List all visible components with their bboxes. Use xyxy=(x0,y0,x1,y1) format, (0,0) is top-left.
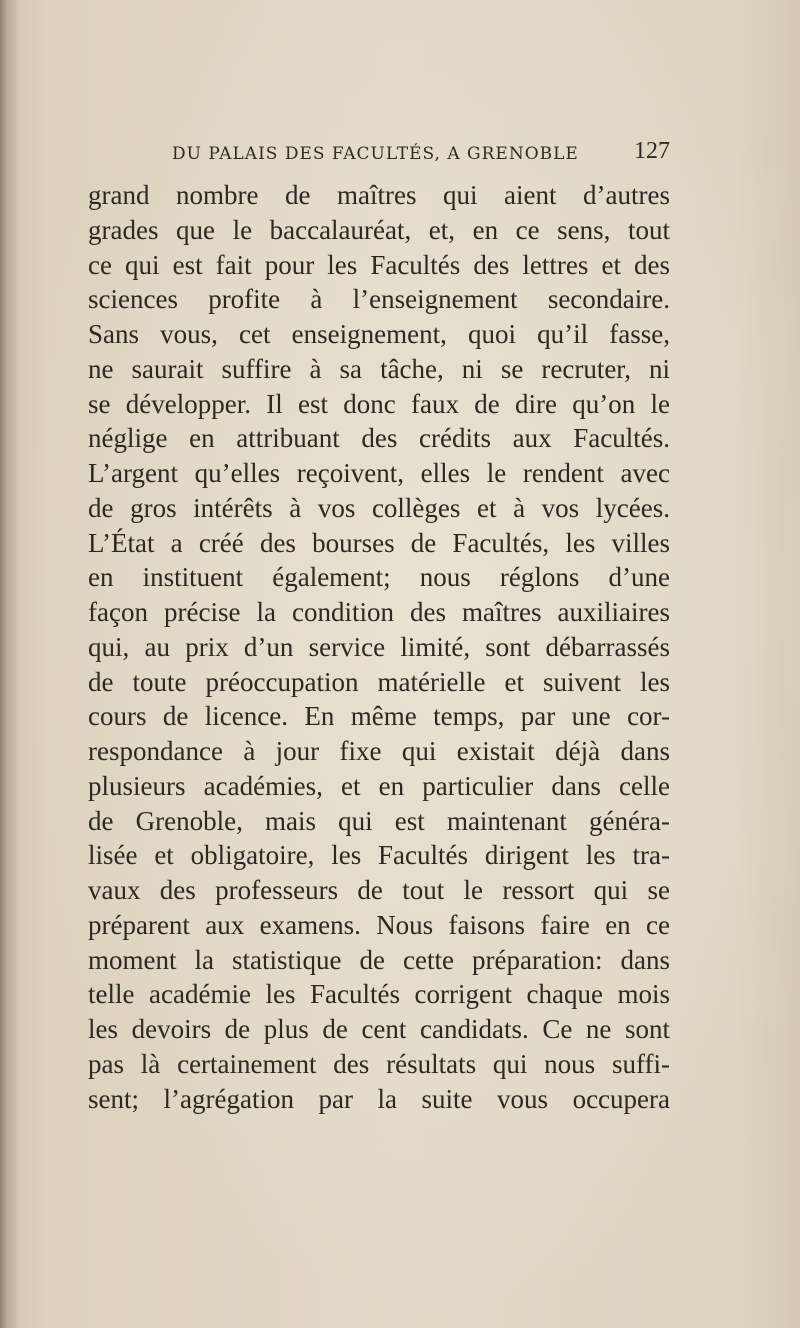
text-line: Sans vous, cet enseignement, quoi qu’il fasse, xyxy=(88,319,670,349)
text-line: sciences profite à l’enseignement secondaire. xyxy=(88,284,670,315)
text-line: se développer. Il est donc faux de dire qu’on le xyxy=(88,388,670,419)
text-line: telle académie les Facultés corrigent chaque mois xyxy=(88,979,670,1010)
text-line: cours de licence. En même temps, par une cor- xyxy=(88,701,670,732)
text-line: façon précise la condition des maîtres auxiliaires xyxy=(88,597,670,627)
text-line: moment la statistique de cette préparation: dans xyxy=(88,944,670,975)
text-line: de toute préoccupation matérielle et suivent les xyxy=(88,666,670,697)
text-line: en instituent également; nous réglons d’une xyxy=(88,562,670,593)
text-line: pas là certainement des résultats qui nous suffi- xyxy=(88,1048,670,1079)
text-line: qui, au prix d’un service limité, sont débarrassés xyxy=(88,631,670,662)
text-line: préparent aux examens. Nous faisons faire en ce xyxy=(88,909,670,940)
text-line: les devoirs de plus de cent candidats. Ce ne sont xyxy=(88,1014,670,1044)
text-line: de gros intérêts à vos collèges et à vos lycées. xyxy=(88,492,670,523)
text-line: plusieurs académies, et en particulier dans celle xyxy=(88,770,670,801)
text-line: L’État a créé des bourses de Facultés, les villes xyxy=(88,527,670,558)
running-head xyxy=(88,138,670,168)
text-line: ne saurait suffire à sa tâche, ni se recruter, ni xyxy=(88,353,670,384)
text-line: lisée et obligatoire, les Facultés dirigent les tra- xyxy=(88,840,670,871)
text-line: respondance à jour fixe qui existait déjà dans xyxy=(88,736,670,766)
text-line: de Grenoble, mais qui est maintenant généra- xyxy=(88,805,670,836)
text-line: grades que le baccalauréat, et, en ce sens, tout xyxy=(88,214,670,245)
text-line: ce qui est fait pour les Facultés des lettres et des xyxy=(88,249,670,280)
page-binding-edge xyxy=(0,0,20,1328)
body-text xyxy=(88,178,670,1116)
page-number: 127 xyxy=(634,138,670,164)
running-title: DU PALAIS DES FACULTÉS, A GRENOBLE xyxy=(172,144,579,164)
text-line: néglige en attribuant des crédits aux Facultés. xyxy=(88,423,670,454)
text-line: grand nombre de maîtres qui aient d’autres xyxy=(88,180,670,210)
text-line: sent; l’agrégation par la suite vous occupera xyxy=(88,1083,670,1114)
text-line: L’argent qu’elles reçoivent, elles le rendent avec xyxy=(88,458,670,488)
text-line: vaux des professeurs de tout le ressort qui se xyxy=(88,875,670,905)
